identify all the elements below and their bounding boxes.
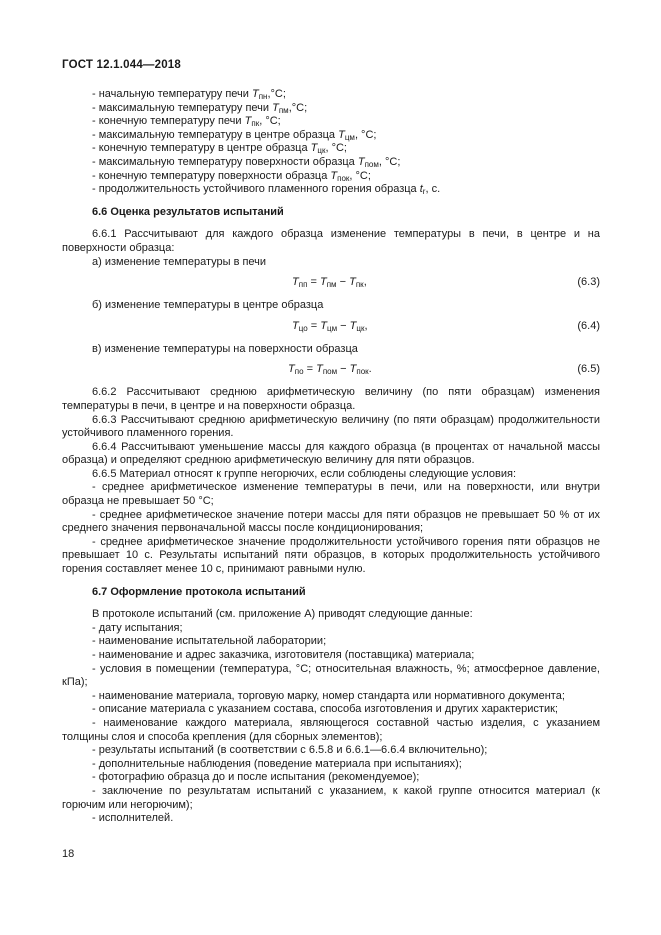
document-header: ГОСТ 12.1.044—2018 bbox=[62, 59, 181, 71]
report-item: - условия в помещении (температура, °С; относительная влажность, %; атмосферное давление, кПа); bbox=[62, 662, 600, 689]
formula-expression: $T_{цо} = T_{цм} - T_{цк}$, bbox=[292, 319, 368, 333]
list-item: - начальную температуру печи $T_{пн},^\circ C$; bbox=[92, 88, 286, 101]
report-item: - наименование испытательной лаборатории; bbox=[92, 635, 327, 648]
list-item: - конечную температуру в центре образца $T_{цк}$, °C; bbox=[92, 142, 347, 156]
formula-number: (6.5) bbox=[577, 363, 600, 376]
condition-item: - среднее арифметическое значение потери массы для пяти образцов не превышает 50 % от их среднего значения первоначальной массы после кондиционирования; bbox=[62, 508, 600, 535]
section-heading-6-7: 6.7 Оформление протокола испытаний bbox=[92, 585, 306, 598]
measured-values-list bbox=[62, 88, 600, 197]
item-a: а) изменение температуры в печи bbox=[92, 255, 267, 268]
report-item: - наименование каждого материала, являющегося составной частью изделия, с указанием толщины слоя и способа крепления (для сборных элементов); bbox=[62, 716, 601, 743]
page-number: 18 bbox=[62, 848, 75, 860]
paragraph-6-6-1: 6.6.1 Рассчитывают для каждого образца изменение температуры в печи, в центре и на поверхности образца: bbox=[62, 228, 600, 254]
formula-6-4 bbox=[62, 320, 600, 334]
list-item: - конечную температуру печи $T_{пк}$, °C; bbox=[92, 115, 281, 129]
list-item: - максимальную температуру в центре образца $T_{цм}$, °C; bbox=[92, 128, 377, 142]
formula-6-3 bbox=[62, 276, 600, 290]
report-item: - описание материала с указанием состава, способа изготовления и других характеристик; bbox=[92, 703, 558, 716]
report-item: - наименование и адрес заказчика, изготовителя (поставщика) материала; bbox=[92, 649, 475, 661]
list-item: - максимальную температуру печи $T_{пм},^\circ C$; bbox=[92, 101, 308, 115]
formula-number: (6.4) bbox=[577, 319, 600, 332]
item-b: б) изменение температуры в центре образца bbox=[92, 299, 324, 312]
formula-expression: $T_{по} = T_{пом} - T_{пок}$. bbox=[288, 363, 372, 377]
paragraph-6-6-4: 6.6.4 Рассчитывают уменьшение массы для каждого образца (в процентах от начальной массы образца) и определяют среднюю арифметическую величину для пяти образцов. bbox=[62, 440, 600, 467]
condition-item: - среднее арифметическое изменение температуры в печи, или на поверхности, или внутри образца не превышает 50 °С; bbox=[62, 481, 600, 508]
report-item: - заключение по результатам испытаний с указанием, к какой группе относится материал (к горючим или негорючим); bbox=[62, 784, 600, 811]
list-item: - конечную температуру поверхности образца $T_{пок}$, °C; bbox=[92, 169, 371, 183]
formula-6-5 bbox=[62, 363, 600, 377]
report-item: - дополнительные наблюдения (поведение материала при испытаниях); bbox=[92, 757, 462, 770]
formula-expression: $T_{пп} = T_{пм} - T_{пк}$, bbox=[292, 276, 367, 290]
paragraph-6-6-2: 6.6.2 Рассчитывают среднюю арифметическую величину (по пяти образцам) изменения температуры в печи, в центре и на поверхности образца. bbox=[62, 386, 600, 412]
paragraph-6-6-3: 6.6.3 Рассчитывают среднюю арифметическую величину (по пяти образцам) продолжительности устойчивого пламенного горения. bbox=[62, 413, 600, 440]
item-v: в) изменение температуры на поверхности образца bbox=[92, 342, 358, 355]
document-body bbox=[62, 88, 600, 826]
paragraph-6-7-intro: В протоколе испытаний (см. приложение А) приводят следующие данные: bbox=[92, 608, 473, 621]
report-item: - дату испытания; bbox=[92, 621, 183, 634]
condition-item: - среднее арифметическое значение продолжительности устойчивого горения пяти образцов не превышает 10 с. Результаты испытаний пяти образцов, в которых продолжительность устойчивого горения составляет менее 10 с, принимают равными нулю. bbox=[62, 535, 600, 576]
report-item: - фотографию образца до и после испытания (рекомендуемое); bbox=[92, 771, 420, 784]
list-item: - продолжительность устойчивого пламенного горения образца $t_r$, с. bbox=[92, 183, 441, 197]
report-item: - исполнителей. bbox=[92, 812, 174, 825]
paragraph-6-6-5: 6.6.5 Материал относят к группе негорючих, если соблюдены следующие условия: bbox=[92, 467, 517, 480]
report-item: - результаты испытаний (в соответствии с 6.5.8 и 6.6.1—6.6.4 включительно); bbox=[92, 744, 488, 757]
section-heading-6-6: 6.6 Оценка результатов испытаний bbox=[92, 205, 284, 218]
list-item: - максимальную температуру поверхности образца $T_{пом}$, °C; bbox=[92, 155, 401, 169]
formula-number: (6.3) bbox=[577, 276, 600, 289]
report-item: - наименование материала, торговую марку, номер стандарта или нормативного документа; bbox=[92, 689, 565, 702]
